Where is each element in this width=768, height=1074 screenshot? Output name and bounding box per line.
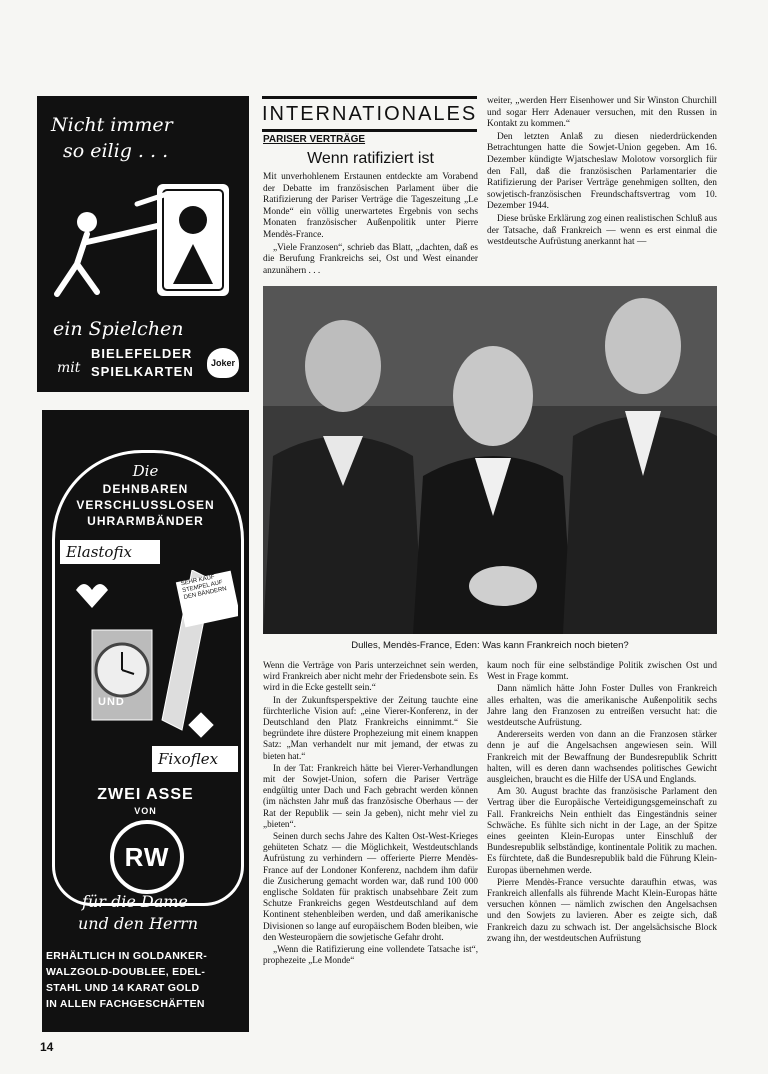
col1-paragraph: Mit unverhohlenem Erstaunen entdeckte am Vorabend der Debatte im französischen Parlament über die Ratifizierung der Pariser Verträge die Tageszeitung „Le Monde“ ein völlig unerwartetes Ergebnis von sechs Monaten französischer Außenpolitik unter Pierre Mendès-France. bbox=[263, 172, 478, 240]
section-header: INTERNATIONALES bbox=[262, 96, 477, 132]
col2-paragraph: Den letzten Anlaß zu diesen niederdrückenden Betrachtungen hatte die Sowjet-Union gegeben. Am 16. Dezember kündigte Wjatscheslaw Molotow vorsorglich für den Fall, daß die französischen Parlamentarier die Ratifizierung der Pariser Verträge genehmigen sollten, den sowjetisch-französischen Freundschaftsvertrag vom 10. Dezember 1944. bbox=[487, 131, 717, 212]
ad2-line2: DEHNBAREN bbox=[102, 482, 189, 496]
column-1 bbox=[263, 172, 478, 278]
ad2-line1: Die bbox=[132, 462, 159, 480]
photo-caption: Dulles, Mendès-France, Eden: Was kann Frankreich noch bieten? bbox=[351, 640, 629, 651]
column-2 bbox=[487, 96, 717, 250]
ad1-script-line3: ein Spielchen bbox=[53, 318, 184, 340]
column-4 bbox=[487, 660, 717, 945]
ad2-zwei-asse: ZWEI ASSE bbox=[97, 786, 194, 803]
article-headline: Wenn ratifiziert ist bbox=[307, 150, 434, 167]
ad1-brand-line1: BIELEFELDER bbox=[91, 346, 193, 361]
col4-paragraph: Am 30. August brachte das französische Parlament den Vertrag über die Europäische Verteidigungsgemeinschaft zu Fall. Frankreichs Nein enthielt das Eingeständnis seiner Schwäche. Es fühlte sich nicht in der Lage, an der Spitze eines geeinten Klein-Europas unter Einschluß der Bundesrepublik selbständige, kontinentale Politik zu machen. Es fürchtete, daß die Bundesrepublik bald die Führung Klein-Europas übernehmen werde. bbox=[487, 786, 717, 875]
col4-paragraph: Andererseits werden von dann an die Franzosen stärker denn je auf die Angelsachsen angewiesen sein. Will Frankreich mit der Bewaffnung der Bundesrepublik Schritt halten, will es deren dann wachsendes politisches Gewicht ausgleichen, braucht es die Hilfe der USA und Englands. bbox=[487, 729, 717, 785]
elastofix-banner bbox=[60, 540, 160, 564]
ad1-script-line1: Nicht immer bbox=[51, 114, 173, 136]
ad1-script-line2: so eilig . . . bbox=[63, 140, 169, 162]
ad2-und: UND bbox=[98, 696, 125, 708]
ad2-logo-text: RW bbox=[124, 842, 170, 872]
col4-paragraph: Pierre Mendès-France versuchte daraufhin etwas, was Frankreich allenfalls als führende Macht Klein-Europas hätte versuchen können — nämlich zwischen den Angelsachsen und den Sowjets zu lavieren. Aber es zeigte sich, daß Frankreich dazu zu schwach ist. Der angelsächsische Block zwang ihn, der westdeutschen Aufrüstung bbox=[487, 876, 717, 943]
article-kicker: PARISER VERTRÄGE bbox=[263, 134, 366, 145]
ad2-brand2: Fixoflex bbox=[158, 750, 219, 768]
ad1-illustration bbox=[47, 164, 243, 314]
ad2-bottom2: WALZGOLD-DOUBLEE, EDEL- bbox=[46, 966, 206, 978]
col2-paragraph: Diese brüske Erklärung zog einen realistischen Schluß aus der Tatsache, daß Frankreich — wenn es erst einmal die westdeutsche Aufrüstung anerkannt hat — bbox=[487, 213, 717, 248]
ad-bielefelder-spielkarten bbox=[37, 96, 249, 392]
col1-paragraph: „Viele Franzosen“, schrieb das Blatt, „dachten, daß es die Berufung Frankreichs sei, Ost und West einander anzunähern . . . bbox=[263, 242, 478, 276]
col3-paragraph: Seinen durch sechs Jahre des Kalten Ost-West-Krieges gehüteten Schatz — die Möglichkeit, Westdeutschlands Aufrüstung zu verhindern — offerierte Pierre Mendès-France auf der Londoner Konferenz, nachdem ihm dafür die Zusicherung gemacht worden war, daß rund 100 000 englische Soldaten für praktisch unabsehbare Zeit zum Schutze Frankreichs gegen Westdeutschland auf dem Kontinent stehenbleiben werden, und daß amerikanische Divisionen so lange auf europäischem Boden bleiben, wie den Westeuropäern die sowjetische Gefahr droht. bbox=[263, 831, 478, 942]
col3-paragraph: „Wenn die Ratifizierung eine vollendete Tatsache ist“, prophezeite „Le Monde“ bbox=[263, 944, 478, 966]
ad2-tag-text: SEHR KAUF STEMPEL AUF DEN BÄNDERN bbox=[180, 574, 228, 601]
ad2-brand1: Elastofix bbox=[66, 543, 132, 561]
photo-illustration bbox=[263, 286, 717, 634]
ad2-bottom4: IN ALLEN FACHGESCHÄFTEN bbox=[46, 998, 205, 1010]
ad2-von: VON bbox=[134, 806, 157, 816]
col4-paragraph: kaum noch für eine selbständige Politik zwischen Ost und West in Frage kommt. bbox=[487, 660, 717, 682]
col3-paragraph: Wenn die Verträge von Paris unterzeichnet sein werden, wird Frankreich aber nicht mehr der Friedensbote sein. Es wird in die Ecke gestellt sein.“ bbox=[263, 660, 478, 693]
ad2-script1: für die Dame bbox=[82, 892, 188, 911]
joker-logo-text: Joker bbox=[210, 358, 236, 368]
ad2-bottom1: ERHÄLTLICH IN GOLDANKER- bbox=[46, 950, 207, 962]
column-3 bbox=[263, 660, 478, 967]
rw-logo bbox=[110, 820, 184, 894]
col3-paragraph: In der Tat: Frankreich hätte bei Vierer-Verhandlungen mit der Sowjet-Union, sofern die Pariser Verträge endgültig unter Dach und Fach gebracht werden können (im nächsten Jahr muß das französische Oberhaus — der Rat der Republik — sein Ja geben), nicht mehr viel zu „bieten“. bbox=[263, 762, 478, 829]
article-photo bbox=[263, 286, 717, 634]
ad-uhrarmbaender bbox=[42, 410, 249, 1032]
fixoflex-banner bbox=[152, 746, 238, 772]
col3-paragraph: In der Zukunftsperspektive der Zeitung tauchte eine fürchterliche Vision auf: „eine Vierer-Konferenz, in der Deutschland den Platz Frankreichs einnimmt.“ Sie begründete ihre düstere Prophezeiung mit einem knappen Satz: „Man verhandelt nur mit jemand, der etwas zu bieten hat.“ bbox=[263, 694, 478, 761]
ad2-line3: VERSCHLUSSLOSEN bbox=[76, 498, 215, 512]
ad2-script2: und den Herrn bbox=[78, 914, 199, 933]
joker-heart-logo bbox=[207, 348, 239, 378]
ad2-bottom3: STAHL UND 14 KARAT GOLD bbox=[46, 982, 200, 994]
col2-paragraph: weiter, „werden Herr Eisenhower und Sir Winston Churchill und sogar Herr Adenauer versuchen, mit den Russen in Kontakt zu kommen.“ bbox=[487, 96, 717, 130]
ad1-script-line4: mit bbox=[57, 360, 81, 376]
page-number: 14 bbox=[40, 1040, 54, 1054]
col4-paragraph: Dann nämlich hätte John Foster Dulles von Frankreich alles erhalten, was die amerikanische Außenpolitik sechs Jahre lang den Franzosen zu entreißen versucht hat: die westdeutsche Aufrüstung. bbox=[487, 683, 717, 728]
ad2-line4: UHRARMBÄNDER bbox=[87, 514, 204, 528]
ad1-brand-line2: SPIELKARTEN bbox=[91, 364, 194, 379]
